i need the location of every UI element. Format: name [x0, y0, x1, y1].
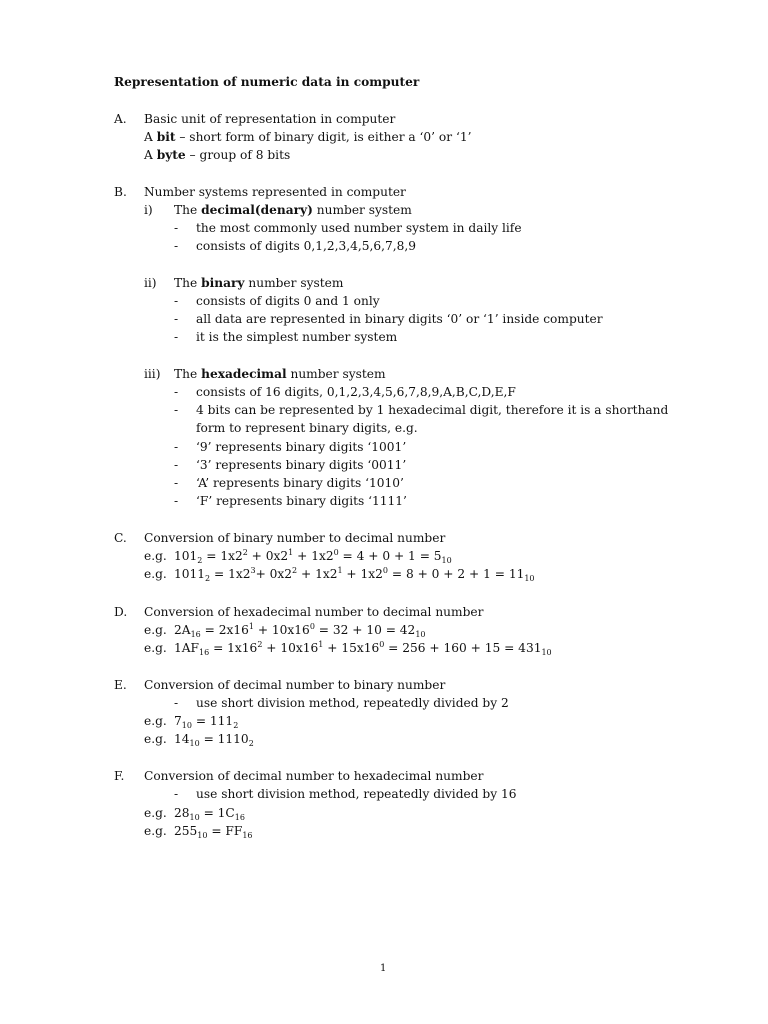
- t: 2A: [174, 623, 191, 637]
- bullet-dash: -: [174, 476, 179, 490]
- term-bit: bit: [156, 130, 176, 144]
- bullet-dash: -: [174, 312, 179, 326]
- dec-hex-example-1: [174, 805, 245, 821]
- page-title: Representation of numeric data in computer: [114, 75, 420, 89]
- list-item: it is the simplest number system: [196, 330, 398, 344]
- text: The: [174, 367, 202, 381]
- t: = 256 + 160 + 15 = 431: [384, 641, 542, 655]
- list-item: all data are represented in binary digits ‘0’ or ‘1’ inside computer: [196, 312, 603, 326]
- dec-bin-example-2: [174, 731, 254, 747]
- subsection-i-heading: [174, 202, 412, 218]
- t: = FF: [207, 824, 243, 838]
- t: = 1110: [199, 732, 249, 746]
- superscript: 1: [318, 640, 324, 649]
- text: The: [174, 276, 202, 290]
- subscript: 10: [524, 574, 535, 583]
- text: – short form of binary digit, is either a ‘0’ or ‘1’: [175, 130, 472, 144]
- t: = 1C: [199, 806, 235, 820]
- bullet-dash: -: [174, 458, 179, 472]
- t: + 15x16: [323, 641, 380, 655]
- subscript: 16: [234, 813, 245, 822]
- subscript: 10: [197, 831, 208, 840]
- t: 101: [174, 549, 198, 563]
- t: = 2x16: [200, 623, 249, 637]
- subscript: 2: [197, 556, 203, 565]
- hex-example-1: [174, 622, 426, 638]
- term-byte: byte: [156, 148, 186, 162]
- eg-label: e.g.: [144, 714, 167, 728]
- t: 14: [174, 732, 190, 746]
- bullet-dash: -: [174, 696, 179, 710]
- list-item: ‘F’ represents binary digits ‘1111’: [196, 494, 407, 508]
- eg-label: e.g.: [144, 567, 167, 581]
- section-b-label: B.: [114, 185, 127, 199]
- list-item: consists of 16 digits, 0,1,2,3,4,5,6,7,8,9,A,B,C,D,E,F: [196, 385, 516, 399]
- t: + 10x16: [262, 641, 319, 655]
- t: 1011: [174, 567, 206, 581]
- subsection-ii-heading: [174, 275, 343, 291]
- bullet-dash: -: [174, 239, 179, 253]
- t: + 1x2: [297, 567, 338, 581]
- bit-definition: [144, 129, 471, 145]
- t: + 0x2: [247, 549, 289, 563]
- subscript: 10: [189, 739, 200, 748]
- term-hexadecimal: hexadecimal: [201, 367, 287, 381]
- list-item: ‘9’ represents binary digits ‘1001’: [196, 440, 407, 454]
- superscript: 0: [309, 622, 315, 631]
- t: = 32 + 10 = 42: [314, 623, 416, 637]
- superscript: 2: [292, 566, 298, 575]
- subscript: 10: [415, 630, 426, 639]
- t: + 10x16: [253, 623, 310, 637]
- section-c-label: C.: [114, 531, 127, 545]
- list-item: use short division method, repeatedly divided by 16: [196, 787, 517, 801]
- bullet-dash: -: [174, 221, 179, 235]
- t: + 1x2: [342, 567, 383, 581]
- subsection-ii-number: ii): [144, 276, 157, 290]
- list-item: the most commonly used number system in daily life: [196, 221, 522, 235]
- t: 1AF: [174, 641, 200, 655]
- term-binary: binary: [201, 276, 245, 290]
- t: 255: [174, 824, 198, 838]
- binary-example-1: [174, 548, 452, 564]
- subsection-i-number: i): [144, 203, 153, 217]
- list-item: ‘A’ represents binary digits ‘1010’: [196, 476, 404, 490]
- list-item: ‘3’ represents binary digits ‘0011’: [196, 458, 407, 472]
- text: number system: [312, 203, 412, 217]
- bullet-dash: -: [174, 403, 179, 417]
- byte-definition: [144, 147, 290, 163]
- text: number system: [244, 276, 344, 290]
- bullet-dash: -: [174, 330, 179, 344]
- eg-label: e.g.: [144, 623, 167, 637]
- t: = 1x2: [210, 567, 251, 581]
- eg-label: e.g.: [144, 732, 167, 746]
- superscript: 0: [333, 548, 339, 557]
- section-f-heading: Conversion of decimal number to hexadecimal number: [144, 769, 484, 783]
- eg-label: e.g.: [144, 549, 167, 563]
- text: number system: [286, 367, 386, 381]
- t: = 1x16: [209, 641, 258, 655]
- subscript: 2: [205, 574, 211, 583]
- list-item: 4 bits can be represented by 1 hexadecimal digit, therefore it is a shorthand: [196, 403, 669, 417]
- binary-example-2: [174, 566, 535, 582]
- t: 7: [174, 714, 182, 728]
- section-e-heading: Conversion of decimal number to binary number: [144, 678, 446, 692]
- superscript: 1: [248, 622, 254, 631]
- t: = 1x2: [202, 549, 243, 563]
- text: A: [144, 148, 157, 162]
- subsection-iii-heading: [174, 366, 386, 382]
- eg-label: e.g.: [144, 806, 167, 820]
- t: + 1x2: [293, 549, 334, 563]
- dec-hex-example-2: [174, 823, 253, 839]
- subscript: 2: [233, 721, 239, 730]
- list-item: consists of digits 0,1,2,3,4,5,6,7,8,9: [196, 239, 416, 253]
- bullet-dash: -: [174, 294, 179, 308]
- superscript: 0: [382, 566, 388, 575]
- superscript: 0: [379, 640, 385, 649]
- subscript: 10: [441, 556, 452, 565]
- t: = 8 + 0 + 2 + 1 = 11: [388, 567, 525, 581]
- term-decimal: decimal(denary): [201, 203, 313, 217]
- bullet-dash: -: [174, 494, 179, 508]
- section-f-label: F.: [114, 769, 125, 783]
- list-item-continued: form to represent binary digits, e.g.: [196, 421, 418, 435]
- subscript: 2: [248, 739, 254, 748]
- subscript: 10: [541, 648, 552, 657]
- subsection-iii-number: iii): [144, 367, 161, 381]
- bullet-dash: -: [174, 385, 179, 399]
- bullet-dash: -: [174, 787, 179, 801]
- section-a-heading: Basic unit of representation in computer: [144, 112, 396, 126]
- t: + 0x2: [255, 567, 293, 581]
- section-e-label: E.: [114, 678, 127, 692]
- t: 28: [174, 806, 190, 820]
- superscript: 1: [288, 548, 294, 557]
- dec-bin-example-1: [174, 713, 238, 729]
- section-a-label: A.: [114, 112, 127, 126]
- list-item: consists of digits 0 and 1 only: [196, 294, 380, 308]
- subscript: 16: [199, 648, 210, 657]
- superscript: 2: [257, 640, 263, 649]
- subscript: 10: [181, 721, 192, 730]
- superscript: 2: [242, 548, 248, 557]
- t: = 111: [191, 714, 234, 728]
- subscript: 10: [189, 813, 200, 822]
- page-number: 1: [380, 963, 387, 974]
- superscript: 3: [250, 566, 256, 575]
- section-d-heading: Conversion of hexadecimal number to decimal number: [144, 605, 484, 619]
- subscript: 16: [190, 630, 201, 639]
- bullet-dash: -: [174, 440, 179, 454]
- text: – group of 8 bits: [185, 148, 291, 162]
- superscript: 1: [337, 566, 343, 575]
- section-d-label: D.: [114, 605, 128, 619]
- t: = 4 + 0 + 1 = 5: [338, 549, 442, 563]
- eg-label: e.g.: [144, 824, 167, 838]
- section-b-heading: Number systems represented in computer: [144, 185, 406, 199]
- eg-label: e.g.: [144, 641, 167, 655]
- text: A: [144, 130, 157, 144]
- hex-example-2: [174, 640, 552, 656]
- text: The: [174, 203, 202, 217]
- list-item: use short division method, repeatedly divided by 2: [196, 696, 509, 710]
- subscript: 16: [242, 831, 253, 840]
- section-c-heading: Conversion of binary number to decimal number: [144, 531, 446, 545]
